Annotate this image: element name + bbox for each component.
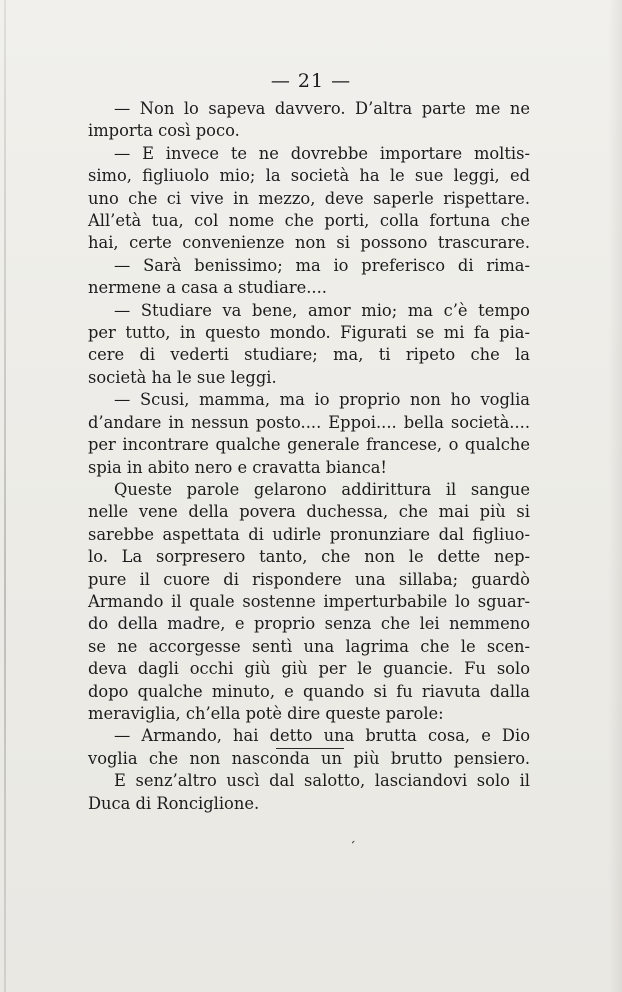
text-line: — Armando, hai detto una brutta cosa, e Dio — [114, 726, 530, 746]
text-line: voglia che non nasconda un più brutto pensiero. — [88, 748, 530, 768]
text-line: società ha le sue leggi. — [88, 367, 277, 387]
page-right-shadow — [608, 0, 622, 992]
text-line: pure il cuore di rispondere una sillaba; guardò — [88, 569, 530, 589]
page-number: — 21 — — [270, 70, 352, 92]
text-line: se ne accorgesse sentì una lagrima che le scen- — [88, 636, 530, 656]
end-rule — [276, 748, 344, 749]
text-line: — E invece te ne dovrebbe importare moltis- — [114, 143, 530, 163]
page-left-edge — [4, 0, 6, 992]
text-line: d’andare in nessun posto.... Eppoi.... bella società.... — [88, 412, 530, 432]
body-text — [88, 98, 530, 815]
text-line: per tutto, in questo mondo. Figurati se mi fa pia- — [88, 323, 530, 343]
text-line: — Studiare va bene, amor mio; ma c’è tempo — [114, 300, 530, 320]
text-line: deva dagli occhi giù giù per le guancie. Fu solo — [88, 659, 530, 679]
text-line: E senz’altro uscì dal salotto, lasciandovi solo il — [114, 771, 530, 791]
text-line: hai, certe convenienze non si possono trascurare. — [88, 233, 530, 253]
ink-speck: ʻ — [347, 837, 357, 853]
text-line: nermene a casa a studiare.... — [88, 278, 327, 298]
text-line: dopo qualche minuto, e quando si fu riavuta dalla — [88, 681, 530, 701]
text-line: nelle vene della povera duchessa, che mai più si — [88, 502, 530, 522]
text-line: spia in abito nero e cravatta bianca! — [88, 457, 387, 477]
text-line: — Scusi, mamma, ma io proprio non ho voglia — [114, 390, 530, 410]
text-line: lo. La sorpresero tanto, che non le dette nep- — [88, 547, 530, 567]
text-line: uno che ci vive in mezzo, deve saperle rispettare. — [88, 188, 530, 208]
text-line: Queste parole gelarono addirittura il sangue — [114, 479, 530, 499]
text-line: — Sarà benissimo; ma io preferisco di rima- — [114, 255, 530, 275]
text-line: — Non lo sapeva davvero. D’altra parte me ne — [114, 99, 530, 118]
text-line: per incontrare qualche generale francese, o qualche — [88, 435, 530, 455]
text-line: simo, figliuolo mio; la società ha le sue leggi, ed — [88, 166, 530, 186]
text-line: Armando il quale sostenne imperturbabile lo sguar- — [88, 591, 530, 611]
text-line: Duca di Ronciglione. — [88, 793, 260, 813]
text-line: All’età tua, col nome che porti, colla fortuna che — [88, 211, 530, 231]
text-line: sarebbe aspettata di udirle pronunziare dal figliuo- — [88, 524, 530, 544]
text-line: do della madre, e proprio senza che lei nemmeno — [88, 614, 530, 634]
text-line: importa così poco. — [88, 121, 240, 141]
text-line: meraviglia, ch’ella potè dire queste parole: — [88, 703, 444, 723]
text-line: cere di vederti studiare; ma, ti ripeto che la — [88, 345, 530, 365]
